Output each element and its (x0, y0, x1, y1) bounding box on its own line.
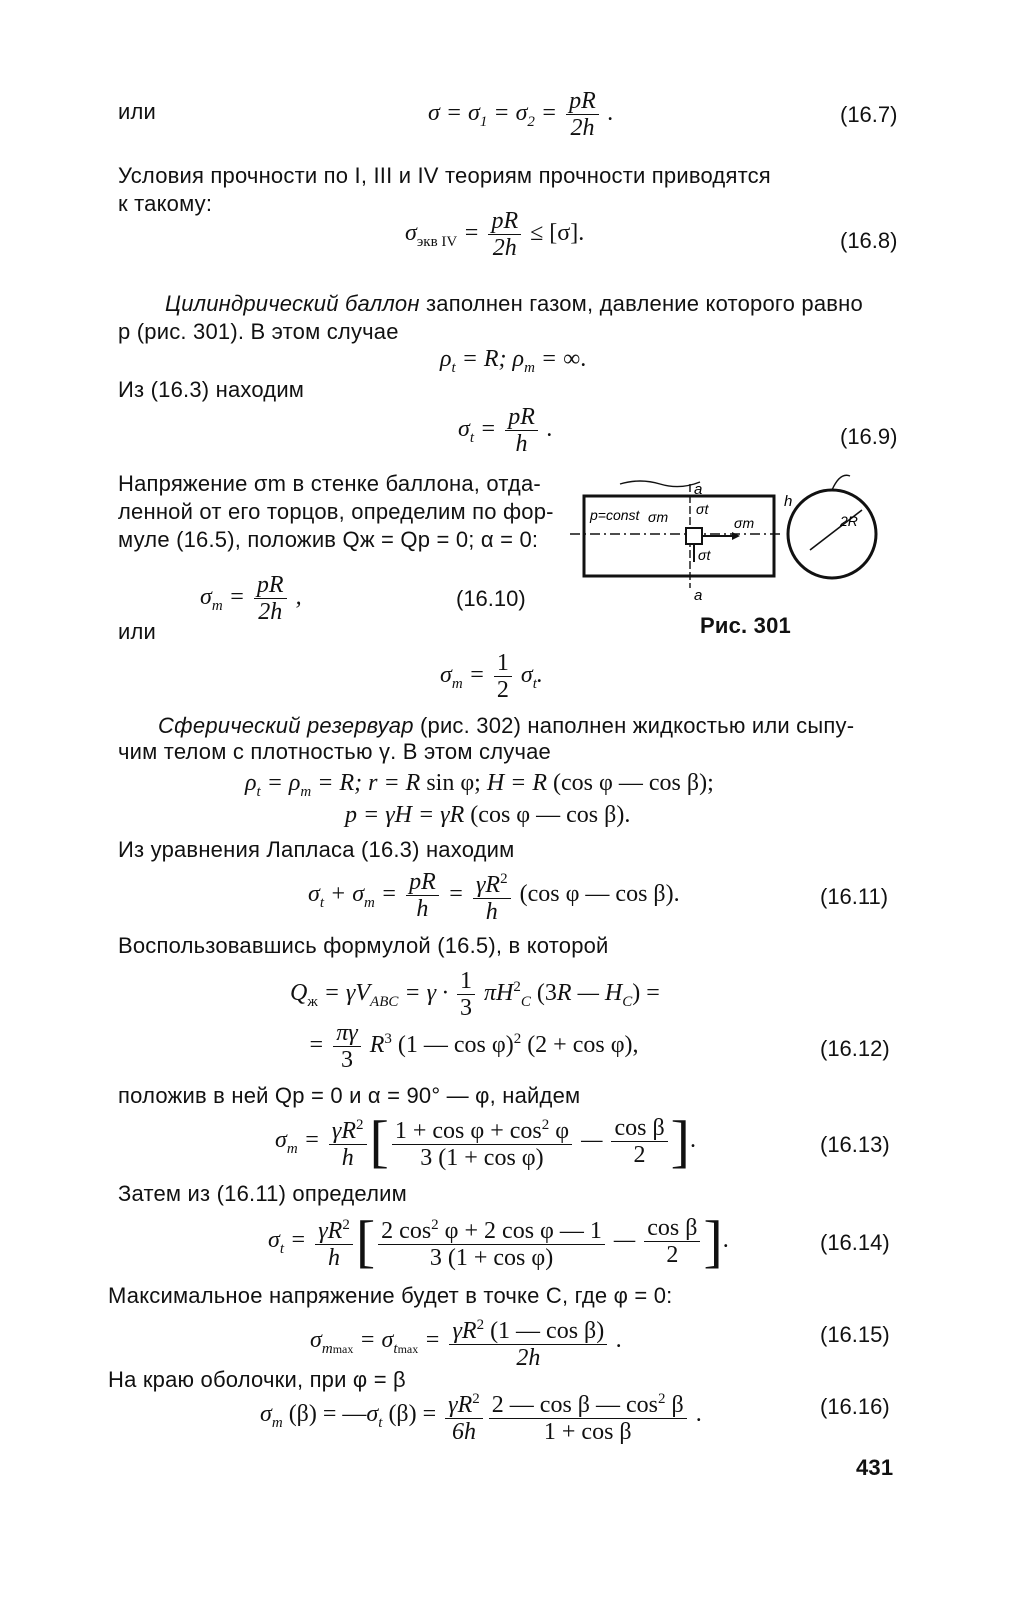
equation-16-12-line2: = $\frac{\pi\gamma}{3}$ $R^3$ (1 — cos φ)$^2$ (2 + cos φ), (308, 1020, 639, 1073)
equation-16-8: $\sigma_{экв IV}$ = $\frac{pR}{2h}$ ≤ [σ]. (405, 208, 585, 261)
equation-16-10: $\sigma_m$ = $\frac{pR}{2h}$ , (200, 572, 302, 625)
text-strength-conditions-line2: к такому: (118, 191, 213, 216)
equation-16-12-line1: $Q_ж = \gamma V_{ABC} = \gamma$ · $\frac{1}{3}$ $\pi H^2_C$ (3R — $H_C$) = (290, 968, 660, 1021)
page-number: 431 (856, 1455, 894, 1480)
label-h: h (784, 493, 793, 510)
text-setting: положив в ней Qр = 0 и α = 90° — φ, найдем (118, 1083, 581, 1108)
equation-16-15: $\sigma_{mmax} = \sigma_{tmax}$ = $\frac{\gamma R^2 (1 — \cos \beta)}{2h}$ . (310, 1312, 622, 1371)
text-stress-line3: муле (16.5), положив Qж = Qр = 0; α = 0: (118, 527, 539, 552)
text-strength-conditions-line1: Условия прочности по I, III и IV теориям прочности приводятся (118, 163, 771, 188)
text-cylinder-rest: заполнен газом, давление которого равно (419, 291, 863, 316)
equation-number-16-14: (16.14) (820, 1230, 890, 1255)
equation-number-16-9: (16.9) (840, 424, 898, 449)
text-then-16-11: Затем из (16.11) определим (118, 1181, 407, 1206)
equation-number-16-15: (16.15) (820, 1322, 890, 1347)
text-sphere-line1 (158, 712, 854, 740)
circle-top-mark (832, 475, 850, 490)
equation-sphere-radii: $\rho_t = \rho_m = R$; r = R sin φ; H = R (cos φ — cos β); (245, 770, 714, 800)
text-ili-2: или (118, 619, 157, 644)
text-laplace: Из уравнения Лапласа (16.3) находим (118, 837, 515, 862)
text-cylinder-line2: p (рис. 301). В этом случае (118, 319, 399, 344)
figure-caption: Рис. 301 (700, 613, 791, 638)
label-p-const: p=const (590, 507, 640, 523)
equation-radii-cylinder: $\rho_t = R$; $\rho_m$ = ∞. (440, 346, 587, 376)
figure-301 (570, 462, 890, 622)
label-sigma-m-right: σm (734, 515, 755, 531)
text-ili-1: или (118, 99, 157, 124)
text-edge: На краю оболочки, при φ = β (108, 1367, 406, 1392)
text-using-16-5: Воспользовавшись формулой (16.5), в которой (118, 933, 609, 958)
equation-16-13: $\sigma_m$ = $\frac{\gamma R^2}{h}$ [ $\frac{1 + \cos \varphi + \cos^2 \varphi}{\text{3 (1 + cos φ)}}$ — $\frac{\text{cos β}}{2}$ ]. (275, 1108, 696, 1174)
label-a-top: a (694, 481, 703, 498)
equation-number-16-11: (16.11) (820, 884, 889, 909)
text-cylinder-line1 (165, 290, 863, 318)
equation-number-16-8: (16.8) (840, 228, 898, 253)
label-a-bottom: a (694, 587, 703, 604)
text-stress-line1: Напряжение σm в стенке баллона, отда- (118, 471, 541, 496)
cylinder-top-wave (620, 481, 700, 487)
text-max-stress: Максимальное напряжение будет в точке C, где φ = 0: (108, 1283, 673, 1308)
equation-sphere-pressure: p = γH = γR (cos φ — cos β). (345, 802, 631, 828)
text-stress-line2: ленной от его торцов, определим по фор- (118, 499, 554, 524)
equation-sigma-m-half: $\sigma_m$ = $\frac{1}{2}$ $\sigma_t$. (440, 650, 543, 703)
equation-number-16-10: (16.10) (456, 586, 526, 611)
equation-number-16-7: (16.7) (840, 102, 898, 127)
label-2r: 2R (840, 513, 858, 529)
label-sigma-t-bottom: σt (698, 547, 711, 563)
term-sphere: Сферический резервуар (158, 713, 414, 738)
arrowhead-sigma-m (732, 532, 740, 540)
equation-number-16-12: (16.12) (820, 1036, 890, 1061)
equation-16-7: $\sigma = \sigma_1 = \sigma_2$ = $\frac{pR}{2h}$ . (428, 88, 614, 141)
equation-number-16-16: (16.16) (820, 1394, 890, 1419)
term-cylinder: Цилиндрический баллон (165, 291, 420, 316)
label-sigma-m-left: σm (648, 509, 669, 525)
equation-16-16: $\sigma_m$ $(\beta) = —\sigma_t$ (β) = $\frac{\gamma R^2}{6h}$ $\frac{2 — \cos \beta — \cos^2 \beta}{\text{1 + cos β}}$ . (260, 1386, 702, 1445)
label-sigma-t-top: σt (696, 501, 709, 517)
equation-16-11: $\sigma_t + \sigma_m$ = $\frac{pR}{h}$ = $\frac{\gamma R^2}{h}$ (cos φ — cos β). (308, 866, 680, 925)
text-sphere-line2: чим телом с плотностью γ. В этом случае (118, 739, 551, 764)
equation-number-16-13: (16.13) (820, 1132, 890, 1157)
stress-element (686, 528, 702, 544)
text-sphere-rest: (рис. 302) наполнен жидкостью или сыпу- (413, 713, 855, 738)
equation-16-14: $\sigma_t$ = $\frac{\gamma R^2}{h}$ [ $\frac{2 \cos^2 \varphi + 2 \cos \varphi — 1}{\text{3 (1 + cos φ)}}$ — $\frac{\text{cos β}}{2}$ ]. (268, 1208, 729, 1274)
equation-16-9: $\sigma_t$ = $\frac{pR}{h}$ . (458, 404, 553, 457)
text-from-16-3: Из (16.3) находим (118, 377, 305, 402)
